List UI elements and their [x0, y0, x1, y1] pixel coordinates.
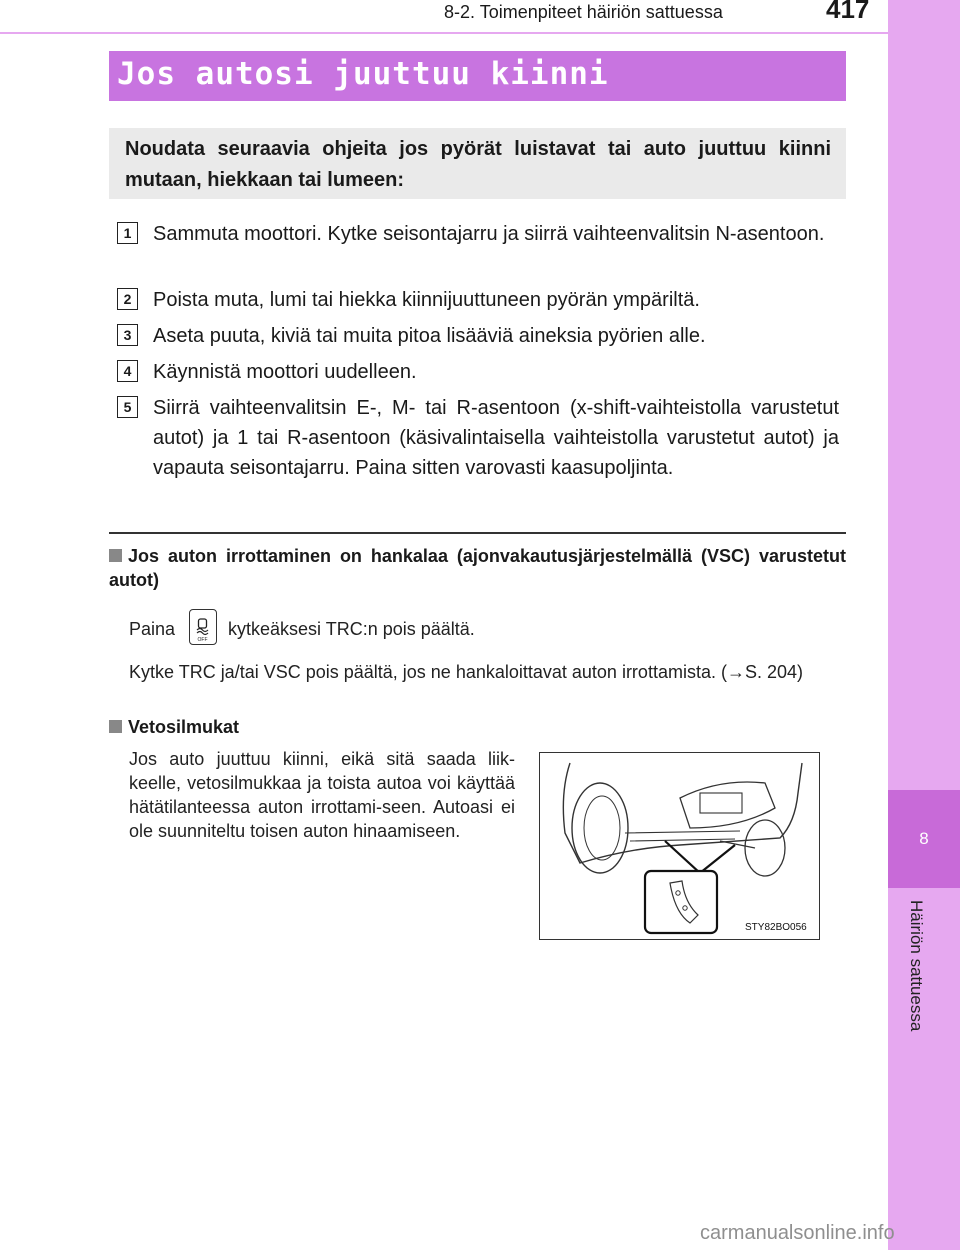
tow-heading-text: Vetosilmukat — [128, 717, 240, 737]
vsc-heading-text: Jos auton irrottaminen on hankalaa (ajonvakautusjärjestelmällä (VSC) varustetut autot) — [109, 546, 846, 590]
step-text: Poista muta, lumi tai hiekka kiinnijuuttuneen pyörän ympäriltä. — [153, 289, 700, 311]
step-text: Sammuta moottori. Kytke seisontajarru ja siirrä vaihteenvalitsin N-asentoon. — [153, 223, 825, 245]
page-number: 417 — [826, 0, 870, 24]
step-number: 5 — [117, 396, 138, 418]
press-suffix: kytkeäksesi TRC:n pois päältä. — [228, 619, 475, 639]
intro-text: Noudata seuraavia ohjeita jos pyörät luistavat tai auto juuttuu kiinni mutaan, hiekkaan tai lumeen: — [125, 138, 831, 191]
step-number: 3 — [117, 324, 138, 346]
section-header: 8-2. Toimenpiteet häiriön sattuessa — [444, 2, 723, 22]
tow-text: Jos auto juuttuu kiinni, eikä sitä saada liik-keelle, vetosilmukkaa ja toista autoa voi käyttää hätätilanteessa auton irrottami-seen. Autoasi ei ole suunniteltu toisen auton hinaamiseen. — [129, 749, 515, 841]
tow-heading — [109, 715, 239, 739]
step-text: Aseta puuta, kiviä tai muita pitoa lisääviä aineksia pyörien alle. — [153, 325, 706, 347]
title-bar — [109, 51, 846, 101]
vsc-off-switch-icon — [189, 609, 217, 645]
svg-text:OFF: OFF — [197, 637, 208, 643]
bullet-square-icon — [109, 549, 122, 562]
bullet-square-icon — [109, 720, 122, 733]
step-number: 2 — [117, 288, 138, 310]
step-number: 1 — [117, 222, 138, 244]
watermark: carmanualsonline.info — [700, 1222, 895, 1244]
illustration-code: STY82BO056 — [745, 922, 807, 933]
tow-eyelet-illustration — [539, 752, 820, 940]
step-text: Käynnistä moottori uudelleen. — [153, 361, 417, 383]
section-divider — [109, 532, 846, 534]
page-title: Jos autosi juuttuu kiinni — [117, 56, 609, 92]
vsc-heading — [109, 544, 846, 592]
vsc-note: Kytke TRC ja/tai VSC pois päältä, jos ne hankaloittavat auton irrottamista. (→S. 204) — [129, 662, 803, 682]
step-number: 4 — [117, 360, 138, 382]
press-prefix: Paina — [129, 619, 176, 639]
chapter-label: Häiriön sattuessa — [907, 900, 926, 1032]
header-divider — [0, 32, 888, 34]
intro-box — [109, 128, 846, 199]
step-text: Siirrä vaihteenvalitsin E-, M- tai R-asentoon (x-shift-vaihteistolla varustetut autot) ja 1 tai R-asentoon (käsivalintaisella vaihteistolla varustetut autot) ja vapauta seisontajarru. Paina sitten varovasti kaasupoljinta. — [153, 397, 839, 479]
chapter-number-tab[interactable]: 8 — [888, 790, 960, 888]
side-tab-strip — [888, 0, 960, 1250]
